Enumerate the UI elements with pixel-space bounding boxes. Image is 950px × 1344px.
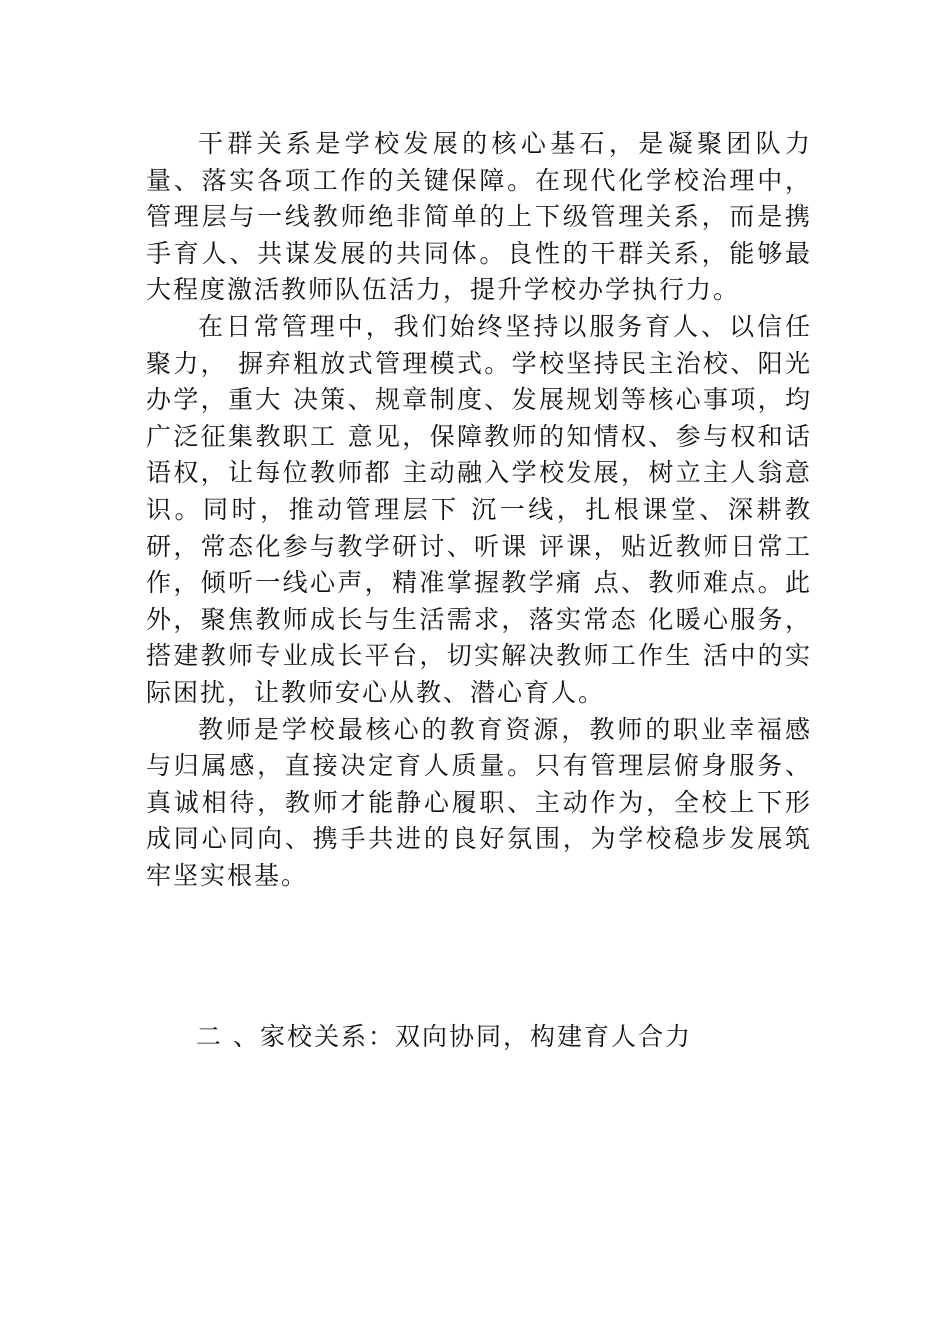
paragraph-daily-management: 在日常管理中，我们始终坚持以服务育人、以信任聚力， 摒弃粗放式管理模式。学校坚持民主治校、阳光办学，重大 决策、规章制度、发展规划等核心事项，均广泛征集教职工 意见，保障教师的知情权、参与权和话语权，让每位教师都 主动融入学校发展，树立主人翁意识。同时，推动管理层下 沉一线，扎根课堂、深耕教研，常态化参与教学研讨、听课 评课，贴近教师日常工作，倾听一线心声，精准掌握教学痛 点、教师难点。此外，聚焦教师成长与生活需求，落实常态 化暖心服务，搭建教师专业成长平台，切实解决教师工作生 活中的实际困扰，让教师安心从教、潜心育人。 <box>146 311 812 707</box>
document-body <box>146 126 812 894</box>
paragraph-teacher-resources: 教师是学校最核心的教育资源，教师的职业幸福感与归属感，直接决定育人质量。只有管理层俯身服务、真诚相待，教师才能静心履职、主动作为，全校上下形成同心同向、携手共进的良好氛围，为学校稳步发展筑牢坚实根基。 <box>146 714 812 890</box>
paragraph-cadre-relations: 干群关系是学校发展的核心基石，是凝聚团队力量、落实各项工作的关键保障。在现代化学校治理中，管理层与一线教师绝非简单的上下级管理关系，而是携手育人、共谋发展的共同体。良性的干群关系，能够最大程度激活教师队伍活力，提升学校办学执行力。 <box>146 129 812 305</box>
section-heading: 二 、家校关系：双向协同，构建育人合力 <box>196 1022 692 1051</box>
